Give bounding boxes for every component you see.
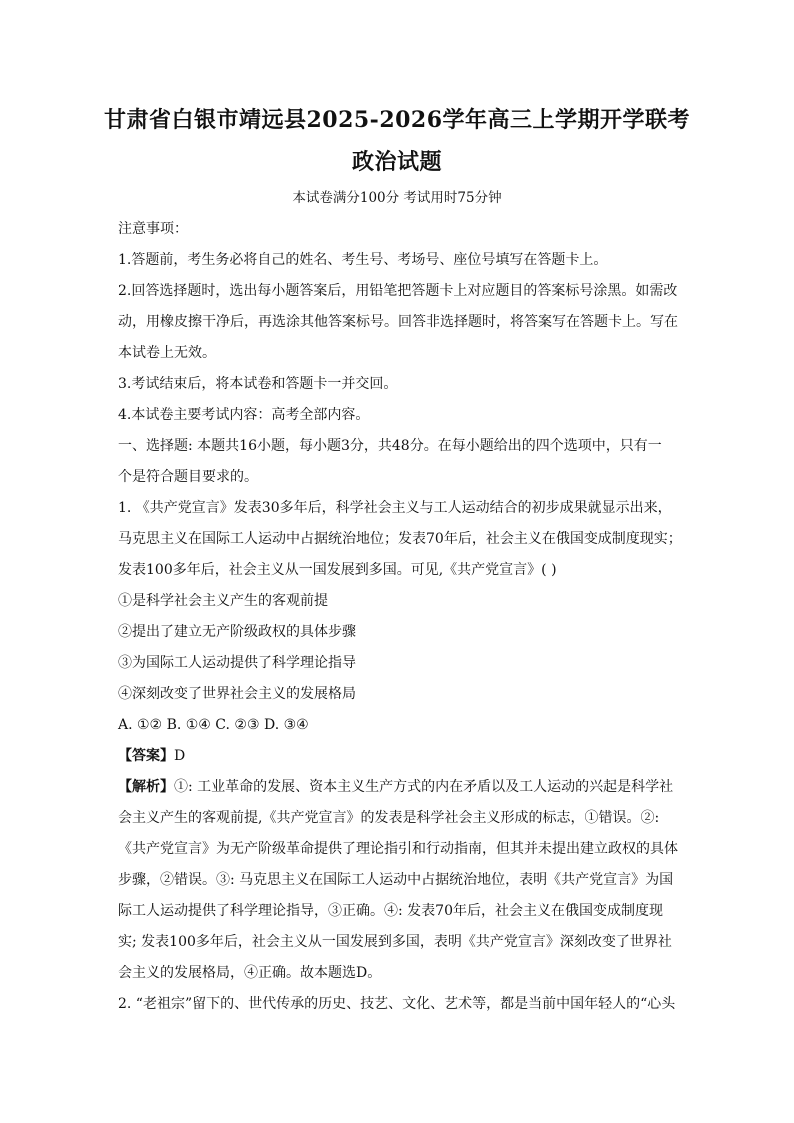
question-2-stem: 2. “老祖宗”留下的、世代传承的历史、技艺、文化、艺术等，都是当前中国年轻人的“心头 — [118, 996, 676, 1012]
analysis-line: ①: 工业革命的发展、资本主义生产方式的内在矛盾以及工人运动的兴起是科学社 — [174, 779, 674, 795]
analysis-line: 实; 发表100多年后，社会主义从一国发展到多国，表明《共产党宣言》深刻改变了世界社 — [118, 934, 672, 950]
notice-item: 4.本试卷主要考试内容：高考全部内容。 — [118, 407, 370, 423]
document-title: 甘肃省白银市靖远县2025-2026学年高三上学期开学联考 — [103, 107, 691, 133]
section-heading-cont: 个是符合题目要求的。 — [118, 469, 258, 485]
question-1-stem: 发表100多年后，社会主义从一国发展到多国。可见,《共产党宣言》( ) — [118, 562, 557, 578]
exam-info: 本试卷满分100分 考试用时75分钟 — [292, 190, 502, 206]
question-1-stem: 1. 《共产党宣言》发表30多年后，科学社会主义与工人运动结合的初步成果就显示出来， — [118, 500, 672, 516]
analysis-line: 会主义的发展格局，④正确。故本题选D。 — [118, 965, 382, 981]
question-1-option: ③为国际工人运动提供了科学理论指导 — [118, 655, 356, 671]
question-1-option: ②提出了建立无产阶级政权的具体步骤 — [118, 624, 356, 640]
analysis-line: 会主义产生的客观前提,《共产党宣言》的发表是科学社会主义形成的标志，①错误。②: — [118, 810, 660, 826]
question-1-choices: A. ①② B. ①④ C. ②③ D. ③④ — [118, 717, 309, 733]
notice-item: 1.答题前，考生务必将自己的姓名、考生号、考场号、座位号填写在答题卡上。 — [118, 252, 608, 268]
analysis-line: 《共产党宣言》为无产阶级革命提供了理论指引和行动指南，但其并未提出建立政权的具体 — [118, 841, 678, 857]
question-1-answer — [118, 741, 684, 772]
question-1-stem: 马克思主义在国际工人运动中占据统治地位；发表70年后，社会主义在俄国变成制度现实； — [118, 531, 682, 547]
analysis-line: 际工人运动提供了科学理论指导，③正确。④: 发表70年后，社会主义在俄国变成制度现 — [118, 903, 663, 919]
question-1-analysis — [118, 772, 684, 803]
answer-value: D — [174, 748, 186, 764]
notice-heading: 注意事项： — [118, 221, 188, 237]
question-1-option: ④深刻改变了世界社会主义的发展格局 — [118, 686, 356, 702]
analysis-line: 步骤，②错误。③: 马克思主义在国际工人运动中占据统治地位，表明《共产党宣言》为国 — [118, 872, 674, 888]
notice-item: 3.考试结束后，将本试卷和答题卡一并交回。 — [118, 376, 398, 392]
section-heading: 一、选择题: 本题共16小题，每小题3分，共48分。在每小题给出的四个选项中，只有一 — [118, 438, 662, 454]
notice-item: 动，用橡皮擦干净后，再选涂其他答案标号。回答非选择题时，将答案写在答题卡上。写在 — [118, 314, 678, 330]
document-subject: 政治试题 — [351, 149, 442, 175]
notice-item: 2.回答选择题时，选出每小题答案后，用铅笔把答题卡上对应题目的答案标号涂黑。如需改 — [118, 283, 678, 299]
question-1-option: ①是科学社会主义产生的客观前提 — [118, 593, 328, 609]
analysis-label: 【解析】 — [118, 779, 174, 795]
notice-item: 本试卷上无效。 — [118, 345, 216, 361]
document-body — [118, 214, 684, 1020]
answer-label: 【答案】 — [118, 748, 174, 764]
